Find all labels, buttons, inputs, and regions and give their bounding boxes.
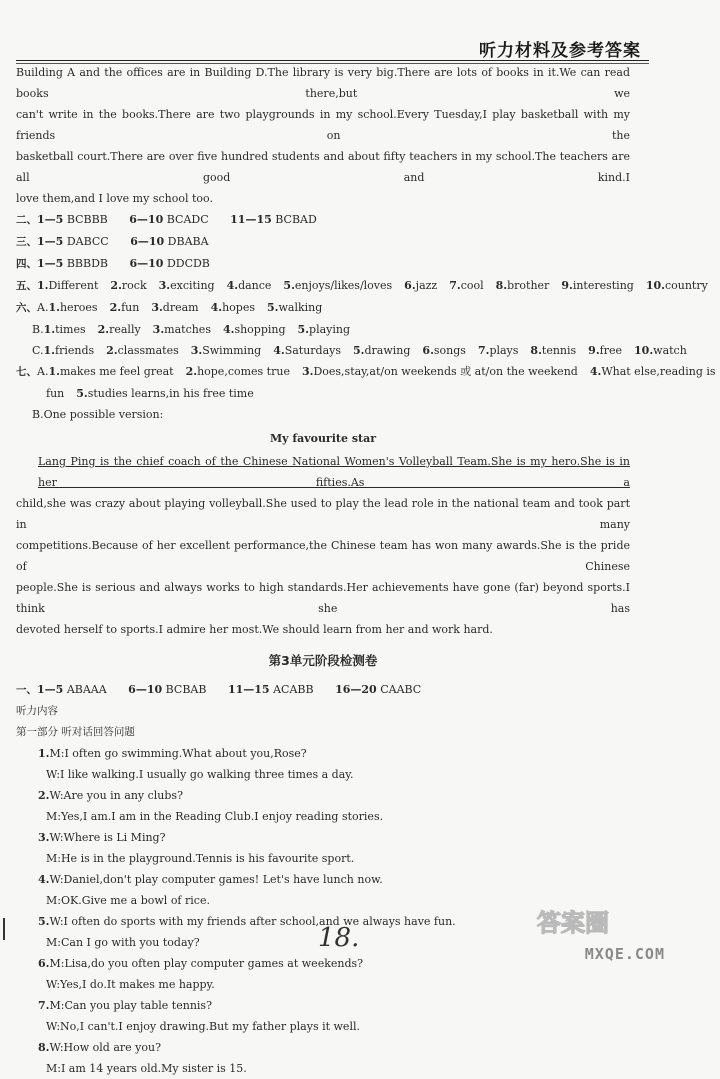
unit-3-title: 第3单元阶段检测卷 — [268, 653, 378, 668]
dialogue-line: W:Yes,I do.It makes me happy. — [46, 978, 215, 991]
watermark-logo-text: 答案圈 — [537, 909, 609, 937]
dialogue-line: W:I like walking.I usually go walking three times a day. — [46, 768, 354, 781]
page-title: 听力材料及参考答案 — [479, 41, 641, 61]
dialogue-line: 6.M:Lisa,do you often play computer games at weekends? — [38, 957, 364, 970]
header-rule — [16, 60, 649, 61]
page-edge-mark — [3, 918, 5, 940]
paragraph-line: can't write in the books.There are two playgrounds in my school.Every Tuesday,I play basketball with my friends on the — [16, 108, 630, 142]
section-7-line-2: fun 5.studies learns,in his free time — [46, 387, 254, 400]
dialogue-line: 5.W:I often do sports with my friends after school,and we always have fun. — [38, 915, 456, 928]
part-1-label: 第一部分 听对话回答问题 — [16, 726, 135, 738]
essay-line: competitions.Because of her excellent performance,the Chinese team has won many awards.She is the pride of Chinese — [16, 539, 630, 573]
page-number: 18. — [318, 923, 360, 953]
dialogue-line: M:I am 14 years old.My sister is 15. — [46, 1062, 247, 1075]
section-5-answers: 五、1.Different 2.rock 3.exciting 4.dance 5.enjoys/likes/loves 6.jazz 7.cool 8.brother 9.interesting 10.country — [16, 279, 708, 292]
dialogue-line: M:OK.Give me a bowl of rice. — [46, 894, 210, 907]
section-6-part-a: 六、A.1.heroes 2.fun 3.dream 4.hopes 5.walking — [16, 301, 323, 314]
section-3-answers: 三、1—5 DABCC 6—10 DBABA — [16, 235, 209, 248]
essay-title: My favourite star — [269, 432, 377, 445]
section-2-answers: 二、1—5 BCBBB 6—10 BCADC 11—15 BCBAD — [16, 213, 317, 226]
dialogue-line: W:No,I can't.I enjoy drawing.But my father plays it well. — [46, 1020, 360, 1033]
listening-label: 听力内容 — [16, 705, 58, 717]
section-6-part-b: B.1.times 2.really 3.matches 4.shopping 5.playing — [32, 323, 351, 336]
opening-paragraph — [16, 62, 630, 209]
dialogue-line: 2.W:Are you in any clubs? — [38, 789, 183, 802]
dialogue-line: 1.M:I often go swimming.What about you,Rose? — [38, 747, 307, 760]
dialogue-line: 4.W:Daniel,don't play computer games! Let's have lunch now. — [38, 873, 383, 886]
paragraph-line: Building A and the offices are in Building D.The library is very big.There are lots of books in it.We can read books there,but we — [16, 66, 630, 100]
dialogue-line: 8.W:How old are you? — [38, 1041, 161, 1054]
section-6-part-c: C.1.friends 2.classmates 3.Swimming 4.Saturdays 5.drawing 6.songs 7.plays 8.tennis 9.free 10.watch — [32, 344, 687, 357]
unit-3-section-1-answers: 一、1—5 ABAAA 6—10 BCBAB 11—15 ACABB 16—20 CAABC — [16, 683, 422, 696]
essay-line: devoted herself to sports.I admire her most.We should learn from her and work hard. — [16, 623, 493, 636]
paragraph-line: love them,and I love my school too. — [16, 192, 213, 205]
dialogue-line: 3.W:Where is Li Ming? — [38, 831, 166, 844]
essay-body — [16, 451, 630, 640]
watermark-text: MXQE.COM — [584, 945, 665, 963]
dialogue-line: 7.M:Can you play table tennis? — [38, 999, 212, 1012]
essay-line: people.She is serious and always works to high standards.Her achievements have gone (far) beyond sports.I think she has — [16, 581, 630, 615]
section-7-part-b: B.One possible version: — [32, 408, 164, 421]
dialogue-line: M:Yes,I am.I am in the Reading Club.I enjoy reading stories. — [46, 810, 384, 823]
dialogue-line: M:Can I go with you today? — [46, 936, 200, 949]
paragraph-line: basketball court.There are over five hundred students and about fifty teachers in my school.The teachers are all good and kind.I — [16, 150, 630, 184]
essay-line: child,she was crazy about playing volleyball.She used to play the lead role in the national team and took part in many — [16, 497, 630, 531]
essay-line: Lang Ping is the chief coach of the Chinese National Women's Volleyball Team.She is my hero.She is in her fifties.As a — [38, 455, 630, 489]
dialogue-line: M:He is in the playground.Tennis is his favourite sport. — [46, 852, 355, 865]
section-7-line-1: 七、A.1.makes me feel great 2.hope,comes true 3.Does,stay,at/on weekends 或 at/on the weekend 4.What else,reading is — [16, 365, 716, 378]
section-4-answers: 四、1—5 BBBDB 6—10 DDCDB — [16, 257, 210, 270]
